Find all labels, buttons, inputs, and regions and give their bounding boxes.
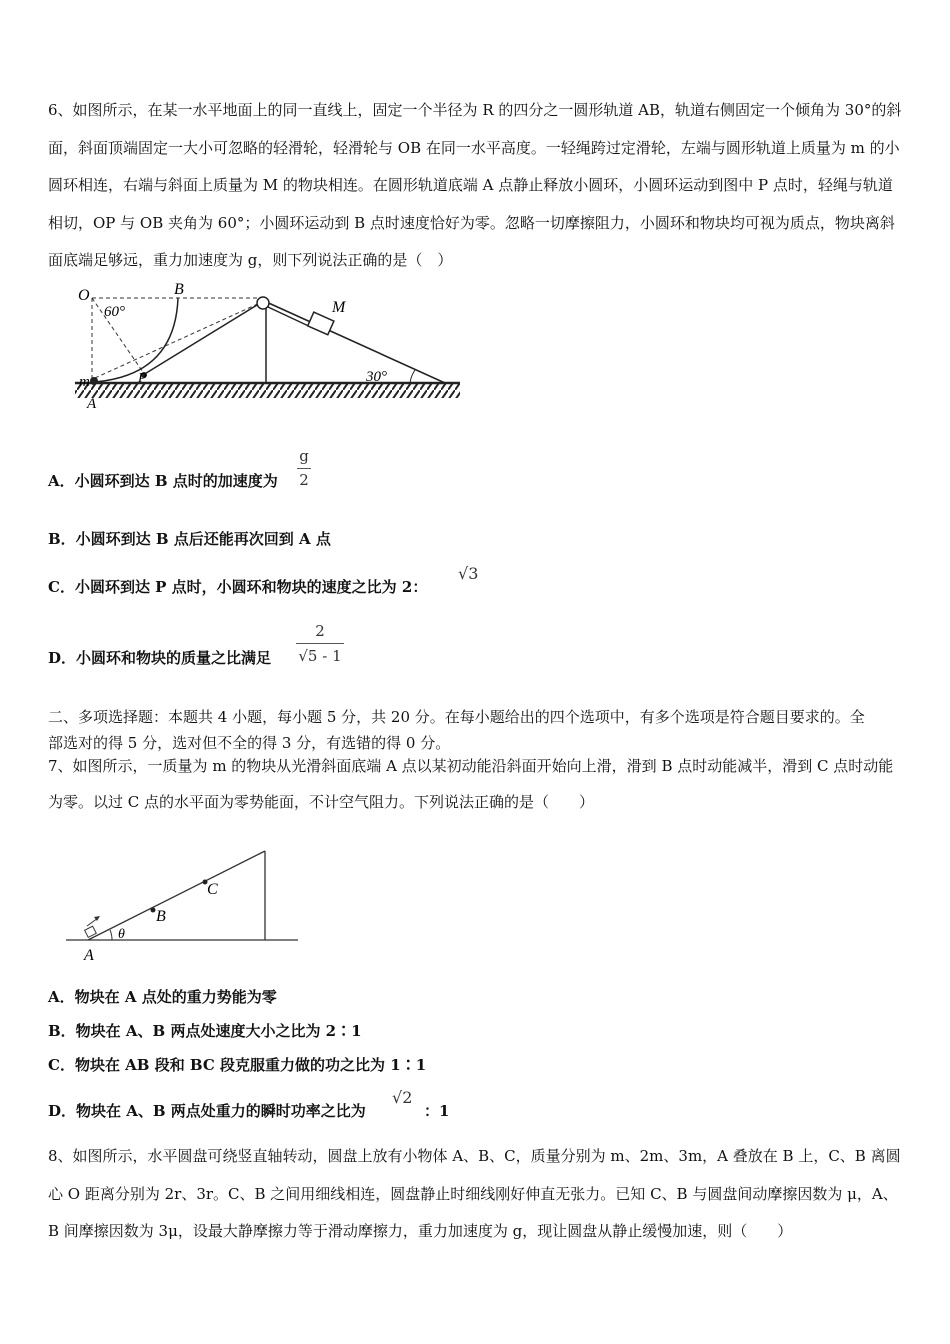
- q7-option-d-math: √2: [392, 1088, 413, 1107]
- q7-option-a: A．物块在 A 点处的重力势能为零: [48, 988, 277, 1006]
- q7-option-b: B．物块在 A、B 两点处速度大小之比为 2∶1: [48, 1022, 362, 1040]
- fig7-label-a: A: [84, 947, 94, 964]
- q7-option-d-tail: ：1: [424, 1102, 450, 1120]
- fig6-label-m: m: [79, 374, 90, 390]
- q7-option-c: C．物块在 AB 段和 BC 段克服重力做的功之比为 1∶1: [48, 1056, 427, 1074]
- fig6-label-b: B: [174, 281, 184, 298]
- fig6-label-a: A: [87, 396, 97, 412]
- q6-option-d-denominator: √5 - 1: [298, 647, 342, 665]
- q6-option-a: A．小圆环到达 B 点时的加速度为: [48, 472, 278, 490]
- q6-option-d-fraction-bar: [296, 643, 344, 644]
- q6-option-c-math: √3: [458, 564, 479, 583]
- fig7-label-b: B: [156, 908, 166, 925]
- q6-option-a-fraction-bar: [297, 468, 311, 469]
- fig6-label-30: 30°: [366, 369, 387, 385]
- fig7-label-theta: θ: [118, 927, 125, 942]
- q7-figure: [62, 846, 302, 966]
- fig6-label-m-big: M: [332, 299, 346, 316]
- q6-option-a-numerator: g: [299, 447, 309, 465]
- fig6-label-o: O: [78, 287, 90, 304]
- section2-line1: 二、多项选择题：本题共 4 小题，每小题 5 分，共 20 分。在每小题给出的四个选项中，有多个选项是符合题目要求的。全: [48, 708, 865, 726]
- q7-option-d: D．物块在 A、B 两点处重力的瞬时功率之比为: [48, 1102, 366, 1120]
- q7-stem: 7、如图所示，一质量为 m 的物块从光滑斜面底端 A 点以某初动能沿斜面开始向上滑，滑到 B 点时动能减半，滑到 C 点时动能为零。以过 C 点的水平面为零势能面，不计空气阻力。下列说法正确的是（ ）: [48, 757, 894, 811]
- q6-figure: [70, 280, 470, 415]
- q6-option-d: D．小圆环和物块的质量之比满足: [48, 649, 272, 667]
- q8-stem: 8、如图所示，水平圆盘可绕竖直轴转动，圆盘上放有小物体 A、B、C，质量分别为 m、2m、3m，A 叠放在 B 上，C、B 离圆心 O 距离分别为 2r、3r。C、B 之间用细线相连，圆盘静止时细线刚好伸直无张力。已知 C、B 与圆盘间动摩擦因数为 μ，A、B 间摩擦因数为 3μ，设最大静摩擦力等于滑动摩擦力，重力加速度为 g，现让圆盘从静止缓慢加速，则（ ）: [48, 1147, 901, 1241]
- fig7-label-c: C: [207, 881, 218, 898]
- q6-option-c: C．小圆环到达 P 点时，小圆环和物块的速度之比为 2：: [48, 578, 428, 596]
- q6-stem: 6、如图所示，在某一水平地面上的同一直线上，固定一个半径为 R 的四分之一圆形轨道 AB，轨道右侧固定一个倾角为 30°的斜面，斜面顶端固定一大小可忽略的轻滑轮，轻滑轮与 OB 在同一水平高度。一轻绳跨过定滑轮，左端与圆形轨道上质量为 m 的小圆环相连，右端与斜面上质量为 M 的物块相连。在圆形轨道底端 A 点静止释放小圆环，小圆环运动到图中 P 点时，轻绳与轨道相切，OP 与 OB 夹角为 60°；小圆环运动到 B 点时速度恰好为零。忽略一切摩擦阻力，小圆环和物块均可视为质点，物块离斜面底端足够远，重力加速度为 g，则下列说法正确的是（ ）: [48, 101, 902, 270]
- section2-line2: 部选对的得 5 分，选对但不全的得 3 分，有选错的得 0 分。: [48, 734, 451, 752]
- q6-option-d-numerator: 2: [315, 622, 325, 640]
- fig6-label-p: P: [138, 371, 147, 386]
- q6-option-b: B．小圆环到达 B 点后还能再次回到 A 点: [48, 530, 331, 548]
- fig6-label-60: 60°: [104, 304, 125, 320]
- q6-option-a-denominator: 2: [299, 471, 309, 489]
